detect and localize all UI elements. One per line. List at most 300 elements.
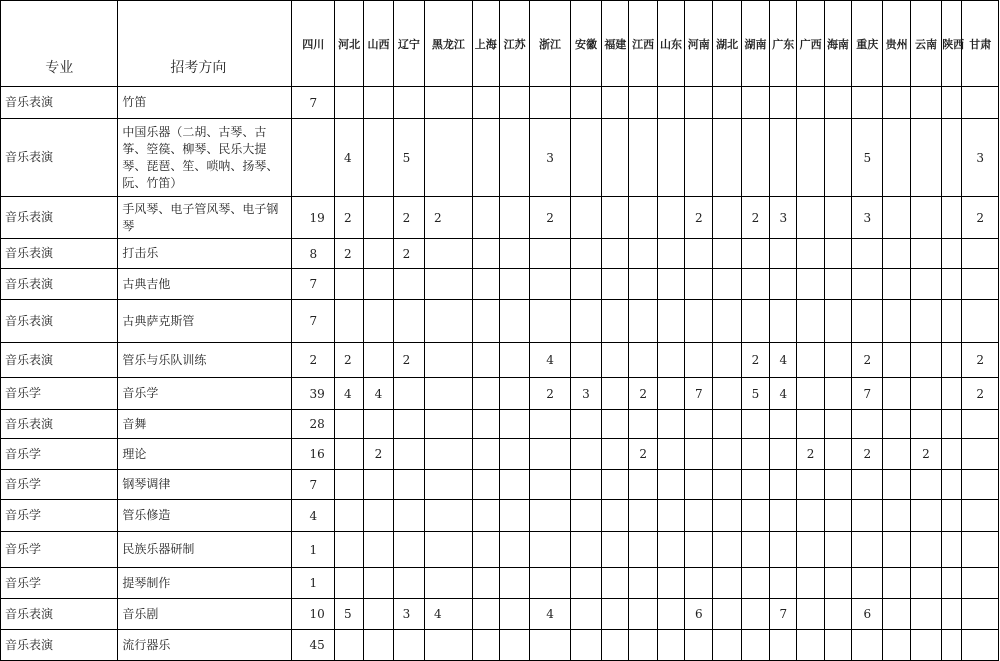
cell-quota: 7 (292, 300, 335, 343)
cell-quota (629, 239, 657, 269)
cell-quota (602, 500, 629, 532)
cell-quota (883, 410, 910, 439)
cell-quota (713, 532, 741, 568)
cell-quota (685, 269, 713, 300)
cell-quota (824, 568, 851, 599)
table-row (1, 269, 999, 300)
cell-quota (530, 630, 570, 661)
table-row (1, 470, 999, 500)
cell-quota (685, 239, 713, 269)
cell-quota (797, 300, 824, 343)
cell-quota (713, 599, 741, 630)
cell-quota (334, 470, 363, 500)
cell-major: 音乐表演 (1, 197, 118, 239)
cell-quota: 1 (292, 532, 335, 568)
cell-quota (472, 410, 499, 439)
cell-quota: 2 (741, 197, 769, 239)
cell-quota (629, 269, 657, 300)
cell-quota (499, 439, 529, 470)
cell-quota (824, 439, 851, 470)
cell-quota (741, 532, 769, 568)
cell-quota (942, 439, 962, 470)
cell-quota (602, 269, 629, 300)
cell-quota (824, 269, 851, 300)
cell-quota (364, 87, 393, 119)
cell-quota (570, 197, 601, 239)
cell-quota (770, 87, 797, 119)
cell-major: 音乐表演 (1, 119, 118, 197)
cell-quota (770, 269, 797, 300)
cell-quota (797, 599, 824, 630)
cell-quota (472, 568, 499, 599)
cell-quota (797, 269, 824, 300)
cell-quota (602, 568, 629, 599)
cell-quota (570, 300, 601, 343)
cell-quota (499, 599, 529, 630)
header-province: 浙江 (530, 1, 570, 87)
cell-quota (425, 568, 473, 599)
cell-quota (713, 119, 741, 197)
cell-quota (962, 630, 999, 661)
cell-quota (425, 470, 473, 500)
cell-quota (530, 532, 570, 568)
cell-quota (629, 630, 657, 661)
cell-quota (797, 470, 824, 500)
cell-quota (657, 343, 684, 378)
cell-quota (334, 439, 363, 470)
cell-quota: 5 (393, 119, 424, 197)
cell-quota (942, 410, 962, 439)
cell-quota (741, 599, 769, 630)
cell-quota (472, 239, 499, 269)
cell-quota (570, 439, 601, 470)
cell-quota (472, 532, 499, 568)
cell-quota (910, 599, 941, 630)
cell-quota (713, 343, 741, 378)
cell-quota: 45 (292, 630, 335, 661)
cell-quota (910, 87, 941, 119)
cell-quota (685, 532, 713, 568)
cell-quota (797, 378, 824, 410)
cell-quota (824, 410, 851, 439)
cell-quota (824, 119, 851, 197)
cell-quota (770, 532, 797, 568)
cell-quota (292, 119, 335, 197)
cell-quota (629, 599, 657, 630)
cell-quota (883, 300, 910, 343)
cell-quota: 2 (797, 439, 824, 470)
cell-quota (629, 568, 657, 599)
cell-quota (570, 568, 601, 599)
cell-quota: 2 (852, 439, 883, 470)
cell-quota (425, 630, 473, 661)
cell-quota: 28 (292, 410, 335, 439)
cell-quota (770, 470, 797, 500)
cell-quota (570, 532, 601, 568)
cell-quota (883, 568, 910, 599)
cell-quota (499, 239, 529, 269)
cell-quota (685, 300, 713, 343)
cell-quota (824, 630, 851, 661)
cell-quota (499, 532, 529, 568)
cell-quota (824, 239, 851, 269)
cell-quota (910, 343, 941, 378)
cell-quota: 2 (962, 343, 999, 378)
cell-quota (602, 239, 629, 269)
cell-quota (657, 119, 684, 197)
cell-quota: 1 (292, 568, 335, 599)
cell-quota (910, 300, 941, 343)
cell-quota (364, 197, 393, 239)
cell-direction: 民族乐器研制 (118, 532, 292, 568)
cell-quota (685, 439, 713, 470)
cell-quota (852, 300, 883, 343)
cell-quota (741, 470, 769, 500)
cell-major: 音乐表演 (1, 300, 118, 343)
cell-major: 音乐表演 (1, 599, 118, 630)
cell-quota (657, 532, 684, 568)
cell-quota (910, 630, 941, 661)
cell-quota (472, 500, 499, 532)
header-province: 湖南 (741, 1, 769, 87)
cell-quota (883, 439, 910, 470)
cell-quota (499, 119, 529, 197)
cell-quota (364, 410, 393, 439)
cell-quota (602, 410, 629, 439)
cell-quota: 2 (685, 197, 713, 239)
cell-quota (364, 630, 393, 661)
cell-quota (602, 599, 629, 630)
cell-quota (472, 300, 499, 343)
cell-direction: 理论 (118, 439, 292, 470)
cell-direction: 音舞 (118, 410, 292, 439)
cell-quota (910, 239, 941, 269)
header-province: 河南 (685, 1, 713, 87)
cell-quota (770, 630, 797, 661)
cell-quota (602, 87, 629, 119)
cell-quota (425, 532, 473, 568)
cell-quota (824, 87, 851, 119)
cell-quota (910, 500, 941, 532)
cell-quota: 3 (852, 197, 883, 239)
cell-quota (334, 630, 363, 661)
cell-quota: 4 (530, 599, 570, 630)
cell-quota (602, 439, 629, 470)
cell-quota (824, 532, 851, 568)
cell-quota: 8 (292, 239, 335, 269)
cell-quota (364, 470, 393, 500)
cell-quota (570, 470, 601, 500)
cell-quota (797, 630, 824, 661)
cell-quota (629, 197, 657, 239)
cell-direction: 古典吉他 (118, 269, 292, 300)
cell-quota: 19 (292, 197, 335, 239)
cell-quota (910, 378, 941, 410)
cell-quota (713, 197, 741, 239)
cell-quota (685, 343, 713, 378)
cell-major: 音乐学 (1, 378, 118, 410)
cell-quota: 7 (292, 269, 335, 300)
cell-quota (741, 568, 769, 599)
cell-quota (824, 343, 851, 378)
cell-quota (629, 410, 657, 439)
cell-quota (942, 119, 962, 197)
cell-quota (910, 269, 941, 300)
cell-quota (629, 470, 657, 500)
cell-quota: 2 (629, 378, 657, 410)
cell-quota (797, 410, 824, 439)
cell-direction: 音乐剧 (118, 599, 292, 630)
cell-major: 音乐表演 (1, 269, 118, 300)
cell-quota (797, 343, 824, 378)
cell-major: 音乐学 (1, 500, 118, 532)
cell-quota (657, 439, 684, 470)
cell-quota (530, 87, 570, 119)
cell-quota (425, 343, 473, 378)
cell-quota (883, 599, 910, 630)
cell-quota (657, 239, 684, 269)
cell-quota (942, 269, 962, 300)
cell-quota (425, 87, 473, 119)
cell-quota: 16 (292, 439, 335, 470)
cell-quota (472, 599, 499, 630)
cell-quota (629, 300, 657, 343)
cell-quota (472, 343, 499, 378)
cell-quota (425, 410, 473, 439)
cell-quota: 5 (741, 378, 769, 410)
cell-quota (852, 630, 883, 661)
cell-quota (334, 269, 363, 300)
cell-quota (910, 532, 941, 568)
cell-quota (883, 119, 910, 197)
cell-quota (824, 197, 851, 239)
header-province: 陕西 (942, 1, 962, 87)
cell-quota (425, 439, 473, 470)
cell-quota (499, 568, 529, 599)
cell-major: 音乐表演 (1, 630, 118, 661)
cell-quota: 3 (570, 378, 601, 410)
cell-quota: 7 (770, 599, 797, 630)
cell-quota: 5 (852, 119, 883, 197)
cell-quota: 2 (852, 343, 883, 378)
cell-quota (962, 439, 999, 470)
cell-quota (499, 470, 529, 500)
cell-quota (741, 119, 769, 197)
cell-quota (962, 532, 999, 568)
header-province: 湖北 (713, 1, 741, 87)
cell-quota (530, 300, 570, 343)
cell-quota (364, 343, 393, 378)
cell-quota (499, 300, 529, 343)
cell-quota (770, 239, 797, 269)
cell-quota (741, 300, 769, 343)
cell-quota (852, 239, 883, 269)
cell-quota (883, 532, 910, 568)
header-province: 广东 (770, 1, 797, 87)
cell-quota: 4 (770, 343, 797, 378)
cell-quota (393, 378, 424, 410)
cell-quota (910, 568, 941, 599)
cell-quota (570, 343, 601, 378)
cell-quota (393, 269, 424, 300)
cell-quota (602, 197, 629, 239)
cell-quota: 2 (393, 343, 424, 378)
cell-quota (910, 197, 941, 239)
cell-quota (883, 239, 910, 269)
cell-major: 音乐学 (1, 568, 118, 599)
cell-quota (962, 239, 999, 269)
cell-quota (364, 532, 393, 568)
cell-quota (657, 410, 684, 439)
table-row (1, 439, 999, 470)
cell-quota (472, 470, 499, 500)
cell-quota (741, 500, 769, 532)
header-major: 专业 (1, 1, 118, 87)
cell-quota (797, 239, 824, 269)
cell-quota: 3 (530, 119, 570, 197)
header-province: 海南 (824, 1, 851, 87)
cell-quota (364, 269, 393, 300)
cell-direction: 手风琴、电子管风琴、电子钢琴 (118, 197, 292, 239)
cell-quota (770, 568, 797, 599)
header-province: 上海 (472, 1, 499, 87)
cell-quota (942, 378, 962, 410)
cell-quota (741, 87, 769, 119)
cell-quota (472, 269, 499, 300)
table-row (1, 197, 999, 239)
table-row (1, 87, 999, 119)
cell-quota (657, 269, 684, 300)
cell-quota (883, 630, 910, 661)
header-province: 甘肃 (962, 1, 999, 87)
cell-direction: 音乐学 (118, 378, 292, 410)
cell-quota (334, 300, 363, 343)
cell-quota (499, 630, 529, 661)
cell-quota: 2 (334, 343, 363, 378)
cell-quota (942, 568, 962, 599)
cell-quota (364, 239, 393, 269)
header-province: 黑龙江 (425, 1, 473, 87)
cell-quota (657, 599, 684, 630)
cell-direction: 提琴制作 (118, 568, 292, 599)
cell-quota (657, 378, 684, 410)
table-row (1, 300, 999, 343)
cell-quota (741, 410, 769, 439)
cell-quota (962, 599, 999, 630)
cell-quota (942, 630, 962, 661)
cell-quota: 2 (741, 343, 769, 378)
cell-quota (334, 500, 363, 532)
cell-quota: 2 (530, 378, 570, 410)
cell-quota (472, 87, 499, 119)
cell-quota (657, 197, 684, 239)
cell-quota (797, 119, 824, 197)
cell-quota (797, 87, 824, 119)
cell-quota (942, 87, 962, 119)
cell-quota (942, 343, 962, 378)
cell-quota (602, 470, 629, 500)
cell-quota: 2 (334, 197, 363, 239)
cell-quota: 3 (770, 197, 797, 239)
cell-quota (425, 119, 473, 197)
cell-quota (824, 378, 851, 410)
cell-quota (852, 568, 883, 599)
cell-quota (364, 500, 393, 532)
cell-quota: 3 (962, 119, 999, 197)
cell-direction: 竹笛 (118, 87, 292, 119)
header-province: 四川 (292, 1, 335, 87)
cell-quota (657, 630, 684, 661)
cell-quota (883, 269, 910, 300)
cell-quota (530, 439, 570, 470)
cell-quota (685, 119, 713, 197)
cell-quota (364, 119, 393, 197)
cell-quota (797, 532, 824, 568)
cell-quota (393, 410, 424, 439)
table-row (1, 532, 999, 568)
cell-quota (472, 197, 499, 239)
cell-quota (629, 532, 657, 568)
cell-quota (685, 568, 713, 599)
cell-quota (852, 410, 883, 439)
cell-quota (570, 269, 601, 300)
cell-quota (962, 87, 999, 119)
cell-quota (770, 300, 797, 343)
cell-quota (685, 500, 713, 532)
cell-quota (602, 532, 629, 568)
header-province: 江西 (629, 1, 657, 87)
header-province: 河北 (334, 1, 363, 87)
cell-quota (883, 470, 910, 500)
cell-quota (602, 119, 629, 197)
table-row (1, 239, 999, 269)
cell-major: 音乐表演 (1, 87, 118, 119)
cell-quota (741, 439, 769, 470)
cell-quota (570, 630, 601, 661)
cell-quota (942, 599, 962, 630)
cell-quota (770, 119, 797, 197)
cell-quota (334, 568, 363, 599)
cell-quota (570, 410, 601, 439)
cell-quota (883, 343, 910, 378)
cell-quota (852, 532, 883, 568)
cell-quota (910, 119, 941, 197)
table-header-row (1, 1, 999, 87)
cell-quota (425, 500, 473, 532)
cell-quota (393, 470, 424, 500)
cell-quota (713, 300, 741, 343)
cell-quota: 4 (334, 119, 363, 197)
cell-quota (962, 568, 999, 599)
cell-quota (629, 87, 657, 119)
cell-major: 音乐学 (1, 439, 118, 470)
cell-quota (713, 378, 741, 410)
cell-quota: 4 (292, 500, 335, 532)
cell-quota (824, 500, 851, 532)
cell-quota (685, 87, 713, 119)
cell-quota (852, 87, 883, 119)
cell-quota (942, 239, 962, 269)
cell-quota (570, 500, 601, 532)
cell-quota (942, 470, 962, 500)
cell-quota (741, 630, 769, 661)
cell-quota (364, 300, 393, 343)
cell-direction: 钢琴调律 (118, 470, 292, 500)
cell-quota (962, 269, 999, 300)
cell-quota: 3 (393, 599, 424, 630)
cell-quota: 7 (852, 378, 883, 410)
table-row (1, 343, 999, 378)
